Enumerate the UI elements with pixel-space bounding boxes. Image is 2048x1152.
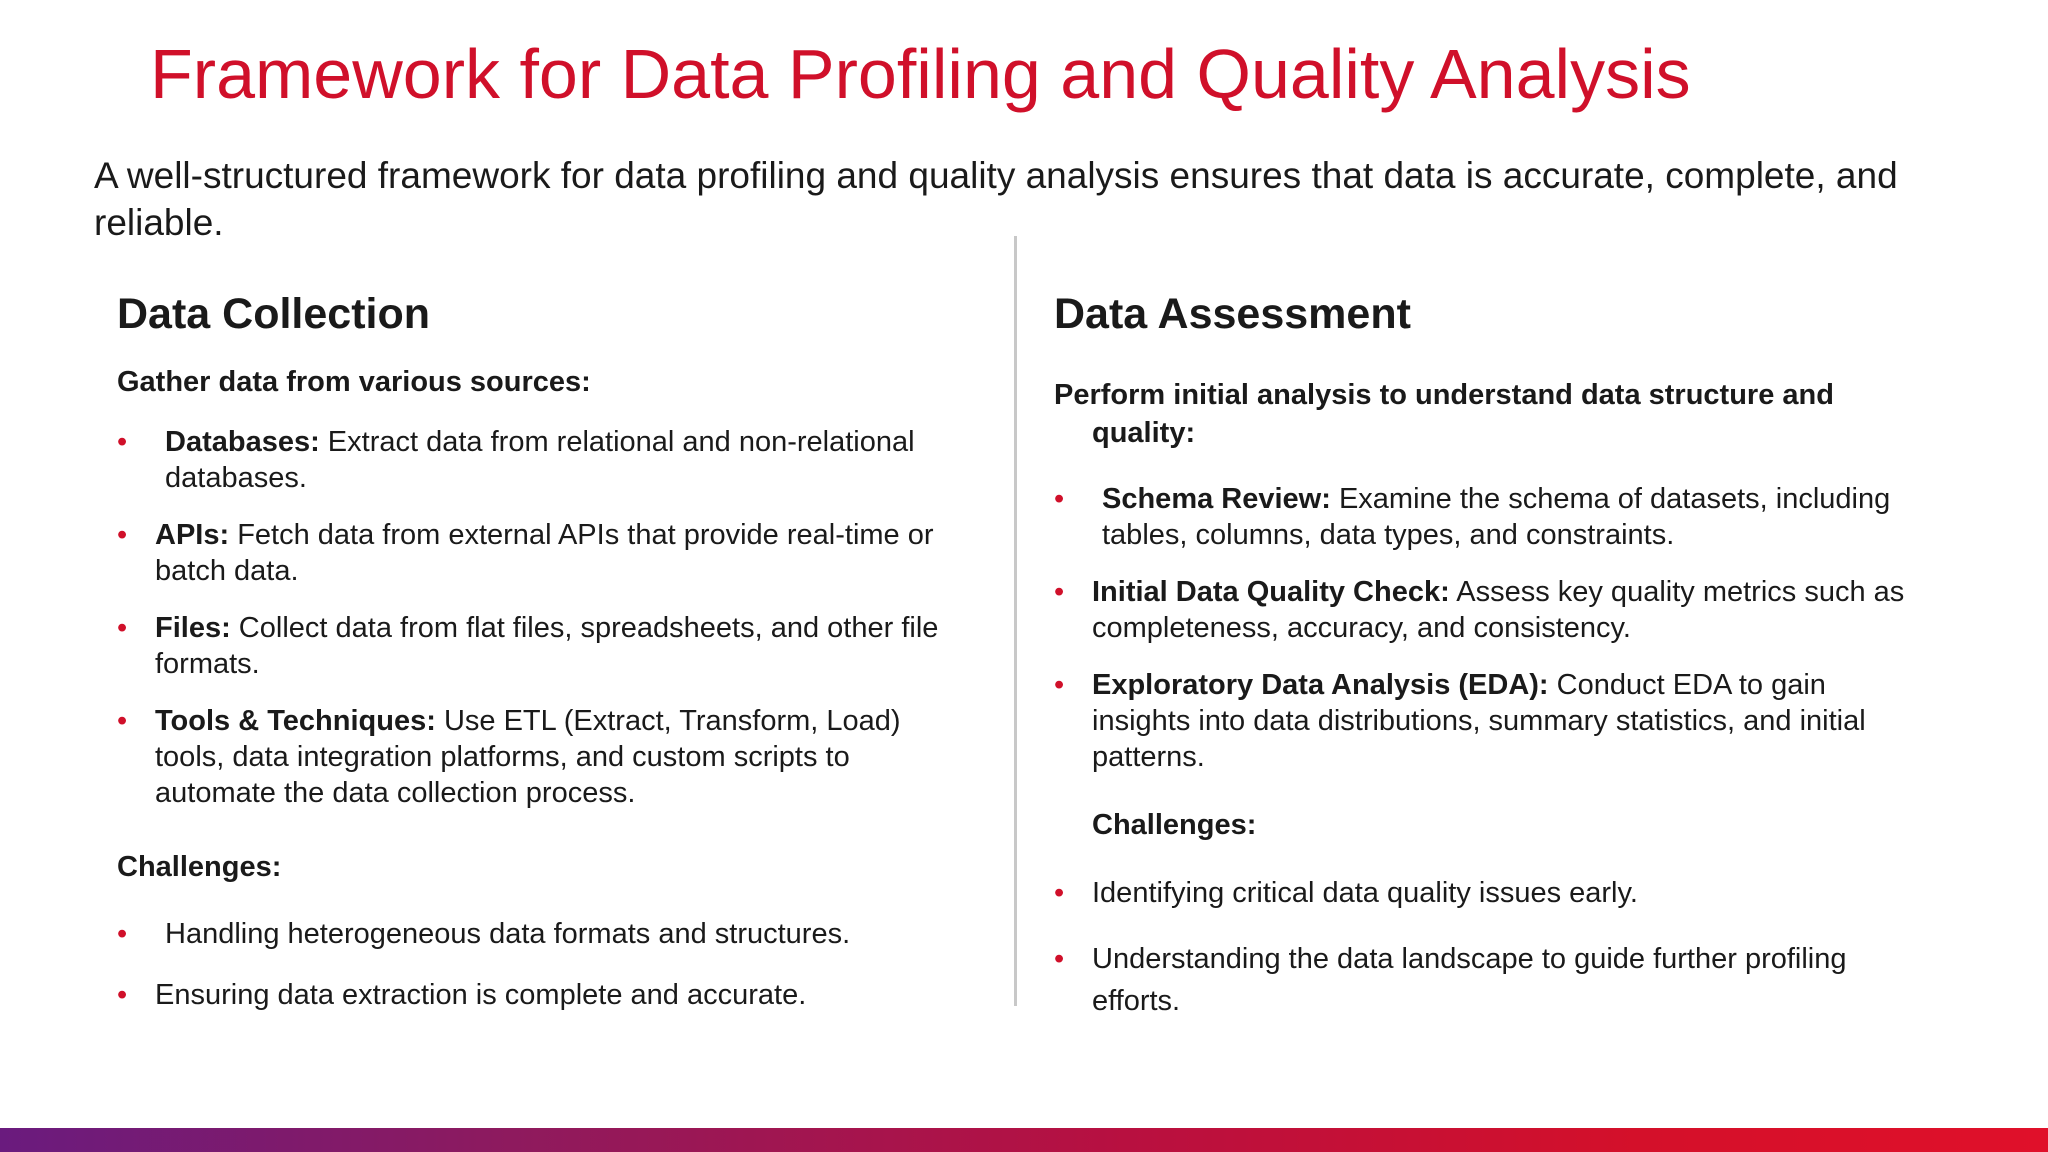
list-item: • Tools & Techniques: Use ETL (Extract, Transform, Load) tools, data integration platforms, and custom scripts to automate the data collection process.	[117, 705, 901, 809]
bullet-dot-icon: •	[1054, 877, 1065, 909]
bullet-dot-icon: •	[1054, 576, 1065, 608]
intro-line-2: reliable.	[94, 202, 224, 243]
bullet-dot-icon: •	[117, 519, 128, 551]
list-item: • Ensuring data extraction is complete and accurate.	[117, 979, 807, 1011]
left-lead-text: Gather data from various sources:	[117, 366, 591, 398]
list-item: • Handling heterogeneous data formats and structures.	[117, 918, 851, 950]
intro-line-1: A well-structured framework for data profiling and quality analysis ensures that data is accurate, complete, and	[94, 155, 1898, 196]
bullet-dot-icon: •	[1054, 669, 1065, 701]
list-item: • Databases: Extract data from relational and non-relational databases.	[117, 426, 915, 494]
list-item: • Files: Collect data from flat files, spreadsheets, and other file formats.	[117, 612, 939, 680]
bullet-dot-icon: •	[1054, 483, 1065, 515]
intro-paragraph	[94, 152, 1994, 246]
left-challenges-label: Challenges:	[117, 851, 282, 883]
bullet-dot-icon: •	[1054, 943, 1065, 975]
bullet-dot-icon: •	[117, 979, 128, 1011]
list-item: • Initial Data Quality Check: Assess key quality metrics such as completeness, accuracy, and consistency.	[1054, 576, 1905, 644]
list-item: • Identifying critical data quality issues early.	[1054, 877, 1638, 909]
left-column-heading: Data Collection	[117, 290, 430, 338]
right-challenges-label: Challenges:	[1092, 809, 1257, 841]
bullet-dot-icon: •	[117, 612, 128, 644]
bullet-dot-icon: •	[117, 705, 128, 737]
list-item: • Understanding the data landscape to guide further profiling efforts.	[1054, 938, 1994, 1022]
list-item: • Exploratory Data Analysis (EDA): Conduct EDA to gain insights into data distributions, summary statistics, and initial patterns.	[1054, 669, 1866, 773]
footer-gradient-bar	[0, 1128, 2048, 1152]
list-item: • APIs: Fetch data from external APIs that provide real-time or batch data.	[117, 519, 934, 587]
right-column-heading: Data Assessment	[1054, 290, 1411, 338]
list-item: • Schema Review: Examine the schema of datasets, including tables, columns, data types, and constraints.	[1054, 483, 1891, 551]
bullet-dot-icon: •	[117, 918, 128, 950]
slide-title: Framework for Data Profiling and Quality Analysis	[150, 35, 1691, 113]
bullet-dot-icon: •	[117, 426, 128, 458]
column-divider	[1014, 236, 1017, 1006]
right-lead-text: Perform initial analysis to understand data structure and quality:	[1054, 379, 1834, 449]
